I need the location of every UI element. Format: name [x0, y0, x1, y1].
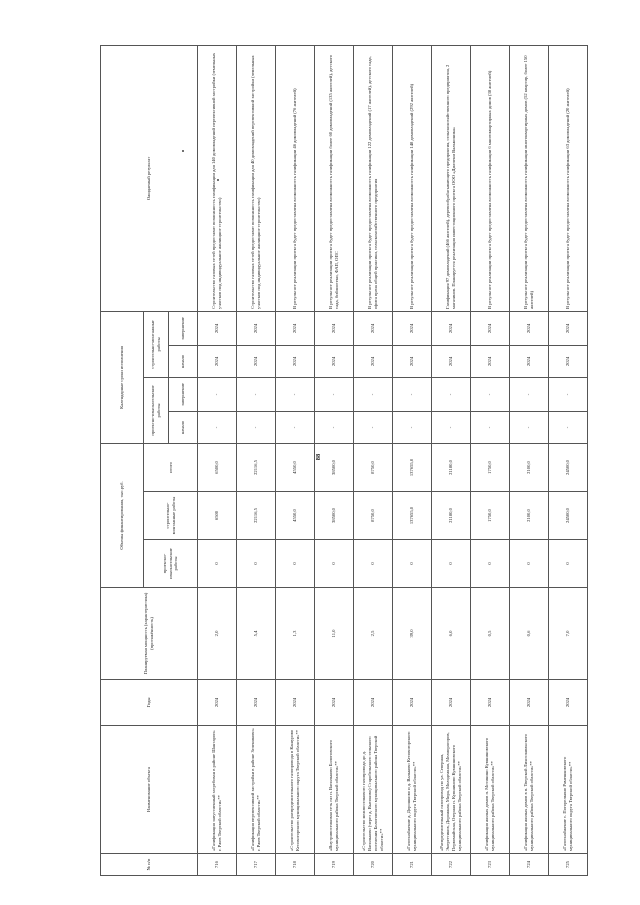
row-expected-result: Газификация 97 домовладений (466 жителей), деревообрабатывающего предприятия, сельскохозяйственного предприятия, 2 магазинов. Планируется реализация инвестиционного проекта ООО «Джелени Вальмоника»	[432, 45, 471, 311]
row-year: 2024	[432, 680, 471, 726]
row-power: 39,0	[393, 588, 432, 680]
row-number: 719	[315, 854, 354, 876]
row-total-cost: 2100,0	[510, 443, 549, 491]
row-design-cost: 0	[471, 540, 510, 588]
row-total-cost: 21180,0	[432, 443, 471, 491]
row-power: 0,6	[510, 588, 549, 680]
row-design-start: -	[549, 411, 588, 443]
row-construction-cost: 4550,0	[276, 492, 315, 540]
row-object-name: «Газификация запустиенный затребован в районе Шантароп» г. Ржев Тверской области»**	[198, 726, 237, 854]
row-number: 721	[393, 854, 432, 876]
row-construction-cost: 137655,0	[393, 492, 432, 540]
row-power: 7,0	[549, 588, 588, 680]
header-pir-end: завершение	[169, 377, 198, 411]
row-expected-result: В результате реализации проекта будет предоставлена возможность газификации 122 домовладений (17 жителей), детского сада, офиса врача общей практики, сельскохозяйственного предприятия	[354, 45, 393, 311]
row-design-start: -	[315, 411, 354, 443]
header-construction-work: строительно-монтажные работы	[144, 492, 198, 540]
row-number: 720	[354, 854, 393, 876]
row-design-cost: 0	[276, 540, 315, 588]
row-construction-cost: 1750,0	[471, 492, 510, 540]
row-year: 2024	[276, 680, 315, 726]
row-number: 722	[432, 854, 471, 876]
header-num: № п/п	[101, 854, 198, 876]
row-total-cost: 24500,0	[549, 443, 588, 491]
row-design-cost: 0	[237, 540, 276, 588]
row-number: 724	[510, 854, 549, 876]
row-design-start: -	[393, 411, 432, 443]
row-construction-end: 2024	[315, 311, 354, 345]
header-name: Наименование объекта	[101, 726, 198, 854]
row-design-end: -	[471, 377, 510, 411]
row-object-name: «Внутрипоселковая сеть газ п. Васильково Бологовского муниципального района Тверской области»**	[315, 726, 354, 854]
row-construction-end: 2024	[354, 311, 393, 345]
header-deadlines: Календарные сроки исполнения	[101, 311, 144, 443]
row-total-cost: 8750,0	[354, 443, 393, 491]
header-years: Годы	[101, 680, 198, 726]
table-row	[237, 45, 276, 875]
row-expected-result: В результате реализации проекта будет предоставлена возможность газификации многоквартирных домов (52 квартир, более 150 жителей)	[510, 45, 549, 311]
row-total-cost: 137655,0	[393, 443, 432, 491]
row-power: 0,5	[471, 588, 510, 680]
row-year: 2024	[315, 680, 354, 726]
table-row	[315, 45, 354, 875]
row-object-name: «Газоснабжение с. Погорелкино Рамешковского муниципального округа Тверской области»**	[549, 726, 588, 854]
row-design-end: -	[432, 377, 471, 411]
row-design-end: -	[315, 377, 354, 411]
row-construction-cost: 24500,0	[549, 492, 588, 540]
row-construction-cost: 21180,0	[432, 492, 471, 540]
row-expected-result: В результате реализации проекта будет предоставлена возможность газификации более 60 домовладений (135 жителей), детского сада, библиотеки, ФАП, ОПС	[315, 45, 354, 311]
row-construction-end: 2024	[432, 311, 471, 345]
row-design-cost: 0	[549, 540, 588, 588]
row-construction-start: 2024	[237, 345, 276, 377]
row-design-start: -	[432, 411, 471, 443]
row-design-start: -	[354, 411, 393, 443]
header-design-work: проектно-изыскательские работы	[144, 540, 198, 588]
row-design-cost: 0	[393, 540, 432, 588]
row-object-name: «Газификация перспективной застройки в районе Зелениково» г. Ржев Тверской области»**	[237, 726, 276, 854]
row-design-end: -	[393, 377, 432, 411]
table-row	[432, 45, 471, 875]
row-number: 717	[237, 854, 276, 876]
row-construction-end: 2024	[393, 311, 432, 345]
objects-table	[100, 45, 588, 876]
row-year: 2024	[471, 680, 510, 726]
row-total-cost: 6500,0	[198, 443, 237, 491]
row-design-end: -	[354, 377, 393, 411]
table-body	[198, 45, 588, 875]
table-row	[393, 45, 432, 875]
row-design-cost: 0	[354, 540, 393, 588]
header-funding: Объемы финансирования, тыс.руб.	[101, 443, 144, 587]
header-row-1	[101, 45, 144, 875]
row-construction-cost: 38500,0	[315, 492, 354, 540]
row-expected-result: В результате реализации проекта будет предоставлена возможность газификации 46 домовладений (76 жителей)	[276, 45, 315, 311]
row-construction-start: 2024	[354, 345, 393, 377]
row-total-cost: 22116,5	[237, 443, 276, 491]
header-total: итого	[144, 443, 198, 491]
row-number: 718	[276, 854, 315, 876]
header-result: Ожидаемый результат	[101, 45, 198, 311]
row-expected-result: В результате реализации проекта будет предоставлена возможность газификации 63 домовладений (20 жителей)	[549, 45, 588, 311]
header-pir-start: начало	[169, 411, 198, 443]
row-object-name: «Строительство межпоселкового газопровода до д. Васильково (через д. Высоково) Старобельского сельского поселения Бологовского муниципального района Тверской области»**	[354, 726, 393, 854]
row-construction-cost: 2100,0	[510, 492, 549, 540]
row-number: 723	[471, 854, 510, 876]
row-power: 11,0	[315, 588, 354, 680]
row-construction-end: 2024	[276, 311, 315, 345]
table-row	[354, 45, 393, 875]
row-construction-end: 2024	[237, 311, 276, 345]
row-construction-start: 2024	[276, 345, 315, 377]
row-design-cost: 0	[198, 540, 237, 588]
row-construction-cost: 8750,0	[354, 492, 393, 540]
row-construction-start: 2024	[432, 345, 471, 377]
row-design-end: -	[549, 377, 588, 411]
row-construction-end: 2024	[471, 311, 510, 345]
row-construction-cost: 22116,5	[237, 492, 276, 540]
row-construction-start: 2024	[510, 345, 549, 377]
row-construction-cost: 6500	[198, 492, 237, 540]
rotated-sheet	[100, 46, 610, 876]
row-number: 725	[549, 854, 588, 876]
table-row	[198, 45, 237, 875]
row-design-start: -	[198, 411, 237, 443]
table-row	[510, 45, 549, 875]
row-number: 716	[198, 854, 237, 876]
row-design-end: -	[198, 377, 237, 411]
row-total-cost: 1750,0	[471, 443, 510, 491]
row-object-name: «Газификация жилых домов в п. Тверской Лихославльского муниципального района Тверской области»**	[510, 726, 549, 854]
table-row	[276, 45, 315, 875]
header-smr-group: строительно-монтажные работы	[144, 311, 169, 377]
row-year: 2024	[198, 680, 237, 726]
row-construction-end: 2024	[198, 311, 237, 345]
row-construction-start: 2024	[393, 345, 432, 377]
row-construction-start: 2024	[315, 345, 354, 377]
row-design-cost: 0	[315, 540, 354, 588]
row-total-cost: 38500,0	[315, 443, 354, 491]
table-row	[471, 45, 510, 875]
row-power: 5,4	[237, 588, 276, 680]
row-object-name: «Газоснабжение д. Дорошково и д. Вальково Кесовогорского муниципального округа Тверской области»**	[393, 726, 432, 854]
row-design-start: -	[237, 411, 276, 443]
row-design-end: -	[276, 377, 315, 411]
row-power: 2,0	[198, 588, 237, 680]
row-year: 2024	[549, 680, 588, 726]
row-year: 2024	[393, 680, 432, 726]
row-total-cost: 4550,0	[276, 443, 315, 491]
row-design-start: -	[276, 411, 315, 443]
row-design-cost: 0	[510, 540, 549, 588]
row-object-name: «Газификация жилых домов п. Мотинино Кувшиновского муниципального района Тверской области»**	[471, 726, 510, 854]
page-number: 88	[315, 453, 322, 461]
row-year: 2024	[510, 680, 549, 726]
row-expected-result: В результате реализации проекта будет предоставлена возможность газификации 6 многоквартирных домов (38 жителей)	[471, 45, 510, 311]
row-expected-result: Строительство газовых сетей предоставит возможность газификации для 40 домовладений перспективной застройки (земельных участков под индивидуальное жилищное строительство)	[237, 45, 276, 311]
row-year: 2024	[354, 680, 393, 726]
row-construction-end: 2024	[549, 311, 588, 345]
header-smr-end: завершение	[169, 311, 198, 345]
table-row	[549, 45, 588, 875]
row-construction-start: 2024	[471, 345, 510, 377]
row-power: 1,3	[276, 588, 315, 680]
row-design-start: -	[471, 411, 510, 443]
row-design-end: -	[237, 377, 276, 411]
row-object-name: «Распределительный газопровод по ул. Северная, Энергетиков, Дорожная, Мира, Молодежная, Мелиораторов, Первомайская, Озерная п. Кувшиново Кувшиновского муниципального района Тверской области»**	[432, 726, 471, 854]
row-power: 2,5	[354, 588, 393, 680]
row-construction-start: 2024	[198, 345, 237, 377]
header-power: Планируемая мощность (характеристика) (протяжённость)	[101, 588, 198, 680]
row-power: 6,0	[432, 588, 471, 680]
row-design-start: -	[510, 411, 549, 443]
row-design-end: -	[510, 377, 549, 411]
row-expected-result: Строительство газовых сетей предоставит возможность газификации для 140 домовладений перспективной застройки (земельных участков под индивидуальное жилищное строительство)	[198, 45, 237, 311]
header-pir-group: проектно-изыскательские работы	[144, 377, 169, 443]
row-construction-end: 2024	[510, 311, 549, 345]
row-construction-start: 2024	[549, 345, 588, 377]
row-design-cost: 0	[432, 540, 471, 588]
header-smr-start: начало	[169, 345, 198, 377]
row-expected-result: В результате реализации проекта будет предоставлена возможность газификации 148 домовладений (292 жителей)	[393, 45, 432, 311]
row-object-name: «Строительство распределительного газопровода в Кашурово Кесовогорского муниципального округа Тверской области»**	[276, 726, 315, 854]
row-year: 2024	[237, 680, 276, 726]
